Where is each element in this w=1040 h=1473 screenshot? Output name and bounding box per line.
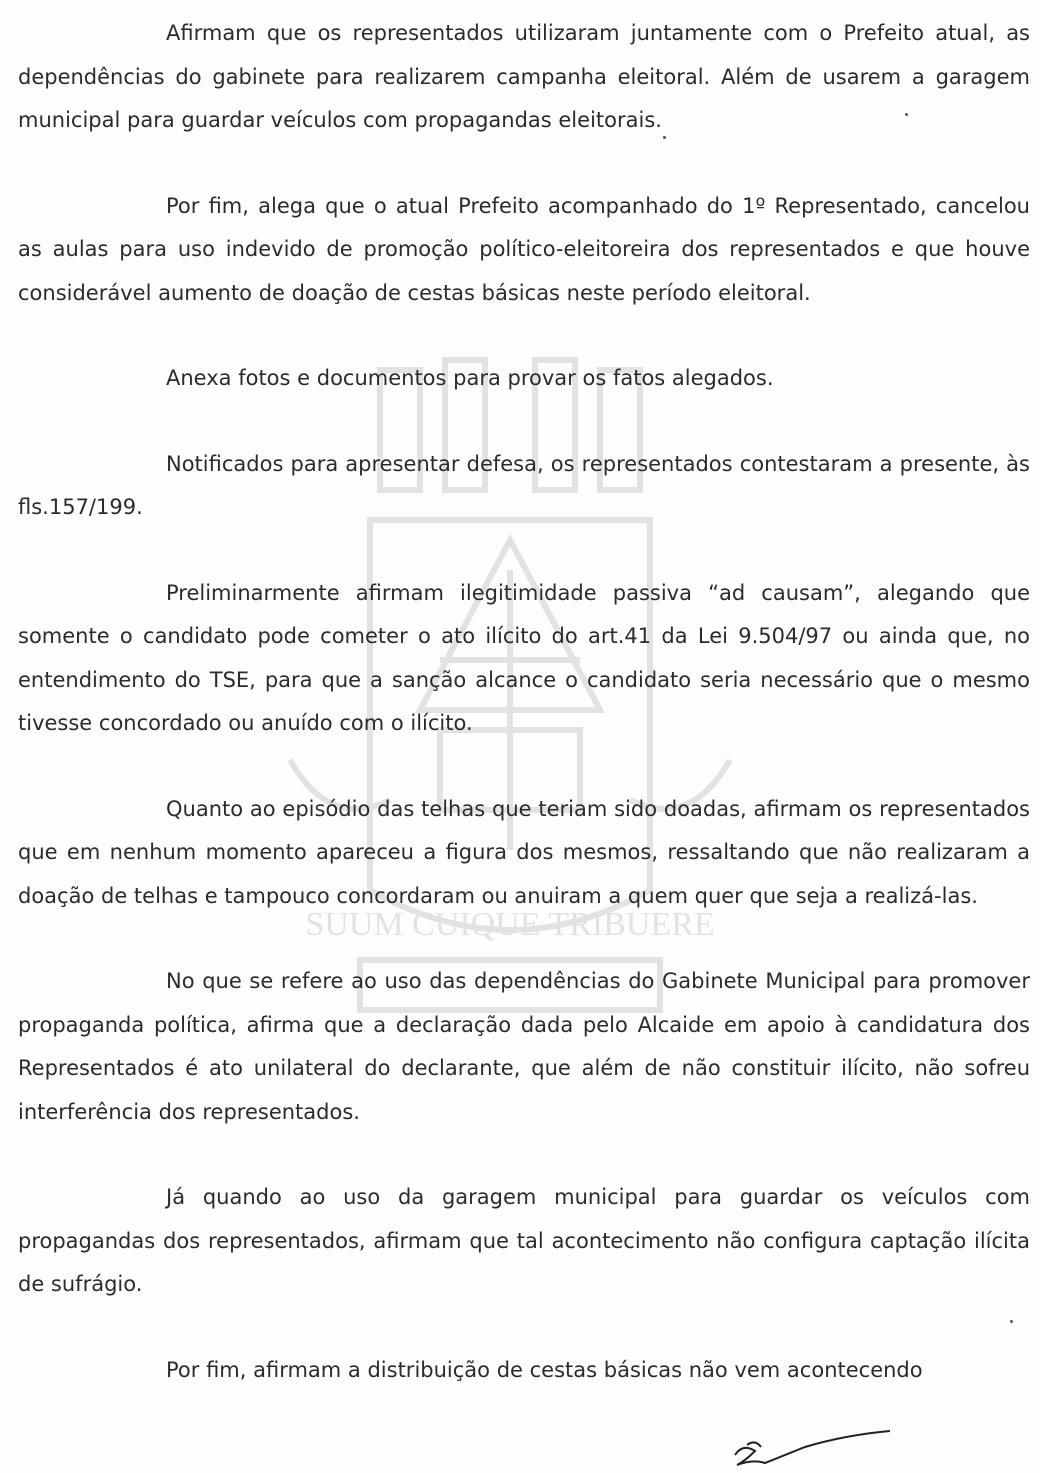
paragraph-2: Por fim, alega que o atual Prefeito acompanhado do 1º Representado, cancelou as aulas para uso indevido de promoção político-eleitoreira dos representados e que houve considerável aumento de doação de cestas básicas neste período eleitoral. xyxy=(18,193,1030,305)
paragraph-8: Já quando ao uso da garagem municipal para guardar os veículos com propagandas dos representados, afirmam que tal acontecimento não configura captação ilícita de sufrágio. xyxy=(18,1185,1030,1296)
paragraph-9: Por fim, afirmam a distribuição de cestas básicas não vem acontecendo xyxy=(166,1357,923,1382)
paragraph-1: Afirmam que os representados utilizaram juntamente com o Prefeito atual, as dependências do gabinete para realizarem campanha eleitoral. Além de usarem a garagem municipal para guardar veículos com propagandas eleitorais. xyxy=(18,21,1030,132)
signature-mark xyxy=(725,1425,895,1473)
paragraph-4: Notificados para apresentar defesa, os representados contestaram a presente, às fls.157/199. xyxy=(18,451,1030,519)
paragraph-5: Preliminarmente afirmam ilegitimidade passiva “ad causam”, alegando que somente o candidato pode cometer o ato ilícito do art.41 da Lei 9.504/97 ou ainda que, no entendimento do TSE, para que a sanção alcance o candidato seria necessário que o mesmo tivesse concordado ou anuído com o ilícito. xyxy=(18,580,1030,735)
watermark-motto: SUUM CUIQUE TRIBUERE xyxy=(305,906,715,943)
paragraph-3: Anexa fotos e documentos para provar os fatos alegados. xyxy=(166,366,774,390)
paragraph-7: No que se refere ao uso das dependências do Gabinete Municipal para promover propaganda política, afirma que a declaração dada pelo Alcaide em apoio à candidatura dos Representados é ato unilateral do declarante, que além de não constituir ilícito, não sofreu interferência dos representados. xyxy=(18,969,1030,1124)
scan-speck xyxy=(905,113,908,116)
paragraph-6: Quanto ao episódio das telhas que teriam sido doadas, afirmam os representados que em nenhum momento apareceu a figura dos mesmos, ressaltando que não realizaram a doação de telhas e tampouco concordaram ou anuiram a quem quer que seja a realizá-las. xyxy=(18,796,1030,908)
scan-speck xyxy=(1010,1320,1013,1323)
scan-speck xyxy=(663,136,666,139)
document-body xyxy=(18,12,1030,1392)
